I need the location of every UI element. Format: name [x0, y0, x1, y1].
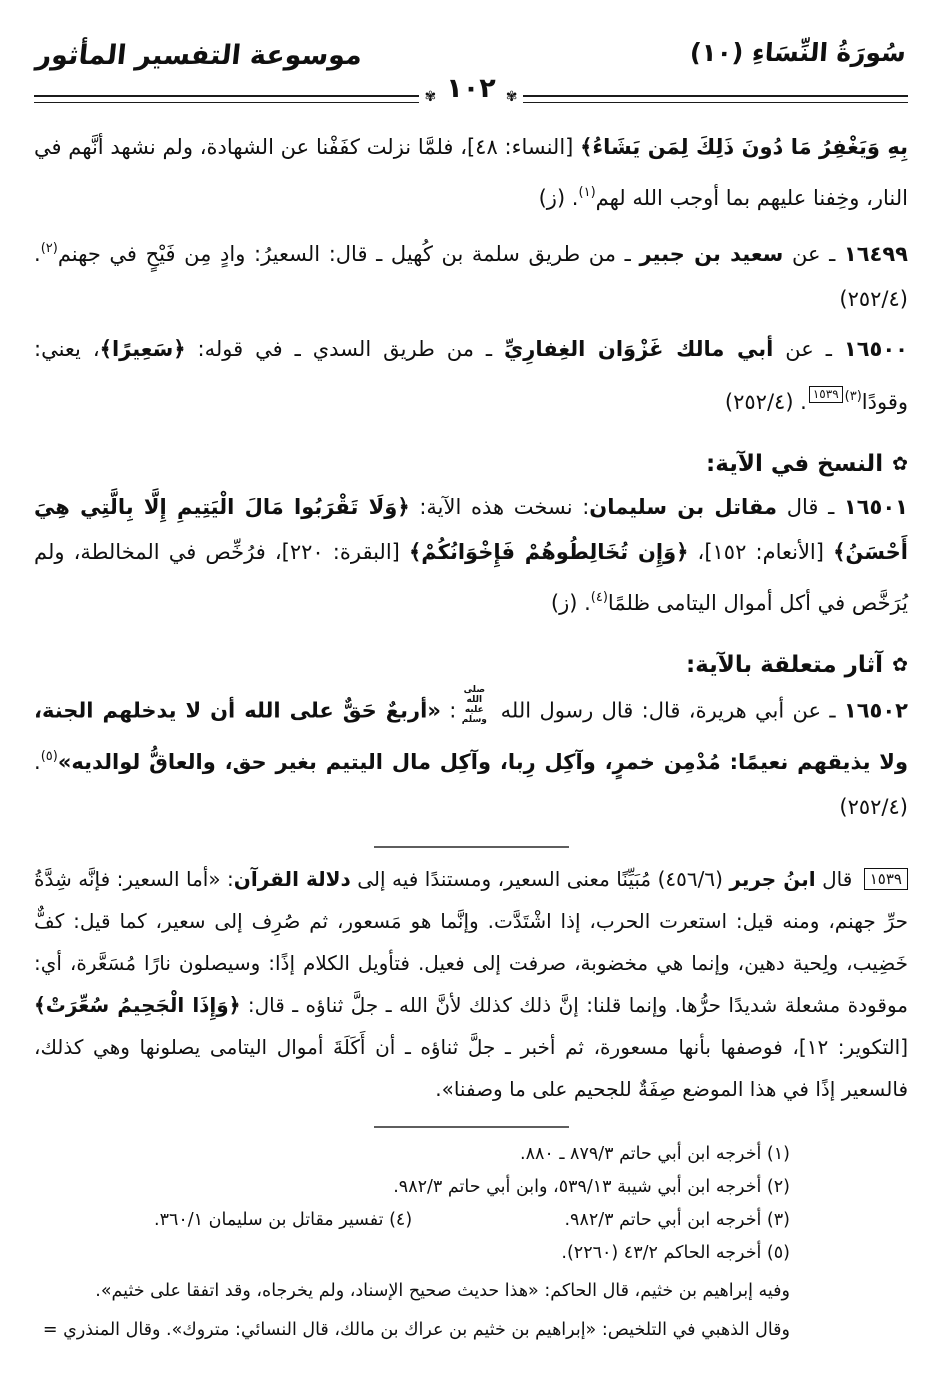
footnote-2: (٢) أخرجه ابن أبي شيبة ٥٣٩/١٣، وابن أبي حاتم ٩٨٢/٣. — [393, 1176, 790, 1197]
paragraph-intro: بِهِ وَيَغْفِرُ مَا دُونَ ذَلِكَ لِمَن يَشَاءُ﴾ [النساء: ٤٨]، فلمَّا نزلت كفَفْنا عن الشهادة، ولم نشهد أنَّهم في النار، وخِفنا عليهم بما أوجب الله لهم$^{(١)}$. (ز) — [34, 135, 908, 210]
entry-16502: ١٦٥٠٢ ـ عن أبي هريرة، قال: قال رسول الله صلى الله عليه وسلم: «أربعٌ حَقٌّ على الله أن لا يدخلهم الجنة، ولا يذيقهم نعيمًا: مُدْمِن خمرٍ، وآكِل رِبا، وآكِل مال اليتيم بغير حق، والعاقُّ لوالديه»$^{(٥)}$. (٢٥٢/٤) — [34, 685, 908, 819]
footnote-3: (٣) أخرجه ابن أبي حاتم ٩٨٢/٣. — [564, 1209, 790, 1230]
footnote-1: (١) أخرجه ابن أبي حاتم ٨٧٩/٣ ـ ٨٨٠. — [520, 1143, 790, 1164]
header-rule-left — [34, 95, 419, 103]
commentary-separator — [374, 846, 569, 848]
footnote-4: (٤) تفسير مقاتل بن سليمان ٣٦٠/١. — [154, 1209, 413, 1230]
footnotes-numbered — [34, 1138, 908, 1270]
entry-16499: ١٦٤٩٩ ـ عن سعيد بن جبير ـ من طريق سلمة بن كُهيل ـ قال: السعيرُ: وادٍ مِن فَيْحٍ في جهنم$^{(٢)}$. (٢٥٢/٤) — [34, 241, 908, 311]
footnotes — [34, 1138, 908, 1348]
footnote-5-continuation-1: وفيه إبراهيم بن خثيم، قال الحاكم: «هذا حديث صحيح الإسناد، ولم يخرجاه، وقد اتفقا على خثيم». — [95, 1280, 790, 1301]
entry-16500: ١٦٥٠٠ ـ عن أبي مالك غَزْوَان الغِفارِيِّ ـ من طريق السدي ـ في قوله: ﴿سَعِيرًا﴾، يعني: وقودًا$^{(٣)١٥٣٩}$. (٢٥٢/٤) — [34, 337, 908, 414]
header-rule-band — [34, 73, 908, 114]
header-rule-right — [523, 95, 908, 103]
rosette-icon: ✿ — [892, 452, 908, 475]
footnote-5: (٥) أخرجه الحاكم ٤٣/٢ (٢٢٦٠). — [561, 1242, 790, 1263]
footnote-row-3-4 — [154, 1204, 790, 1237]
rosette-ornament-left-icon: ✾ — [424, 88, 437, 105]
book-title-logo: موسوعة التفسير المأثور — [34, 40, 364, 71]
rosette-ornament-right-icon: ✾ — [505, 88, 518, 105]
section-heading-athar-label: آثار متعلقة بالآية: — [685, 652, 884, 678]
footnotes-separator — [374, 1126, 569, 1128]
section-heading-athar — [34, 652, 908, 678]
surah-title: سُورَةُ النِّسَاءِ (١٠) — [689, 38, 908, 67]
rosette-icon: ✿ — [892, 653, 908, 676]
commentary-1539: ١٥٣٩ قال ابنُ جرير (٤٥٦/٦) مُبَيِّنًا معنى السعير، ومستندًا فيه إلى دلالة القرآن: «أما السعير: فإنَّه شِدَّةُ حرِّ جهنم، ومنه قيل: استعرت الحرب، إذا اشْتَدَّت. وإنَّما هو مَسعور، ثم صُرِف إلى سعير، كما قيل: كفٌّ خَضِيب، ولِحية دهين، وإنما هي مخضوبة، صرفت إلى فعيل. فتأويل الكلام إذًا: وسيصلون نارًا مُسَعَّرة، أي: موقودة مشعلة شديدًا حرُّها. وإنما قلنا: إنَّ ذلك كذلك لأنَّ الله ـ جلَّ ثناؤه ـ قال: ﴿وَإِذَا الْجَحِيمُ سُعِّرَتْ﴾ [التكوير: ١٢]، فوصفها بأنها مسعورة، ثم أخبر ـ جلَّ ثناؤه ـ أن أَكَلَةَ أموال اليتامى يصلونها وهي كذلك، فالسعير إذًا في هذا الموضع صِفَةٌ للجحيم على ما وصفنا». — [34, 866, 909, 1101]
section-heading-naskh-label: النسخ في الآية: — [706, 451, 884, 477]
page-number: ١٠٢ — [446, 73, 496, 104]
page-header — [34, 34, 908, 122]
section-heading-naskh — [34, 451, 908, 477]
footnote-5-continuation-2: وقال الذهبي في التلخيص: «إبراهيم بن خثيم بن عراك بن مالك، قال النسائي: متروك». وقال المنذري = — [42, 1319, 790, 1340]
page-body — [34, 125, 908, 1348]
entry-16501: ١٦٥٠١ ـ قال مقاتل بن سليمان: نسخت هذه الآية: ﴿وَلَا تَقْرَبُوا مَالَ الْيَتِيمِ إِلَّا بِالَّتِي هِيَ أَحْسَنُ﴾ [الأنعام: ١٥٢]، ﴿وَإِن تُخَالِطُوهُمْ فَإِخْوَانُكُمْ﴾ [البقرة: ٢٢٠]، فرُخِّص في المخالطة، ولم يُرَخَّص في أكل أموال اليتامى ظلمًا$^{(٤)}$. (ز) — [34, 495, 908, 615]
